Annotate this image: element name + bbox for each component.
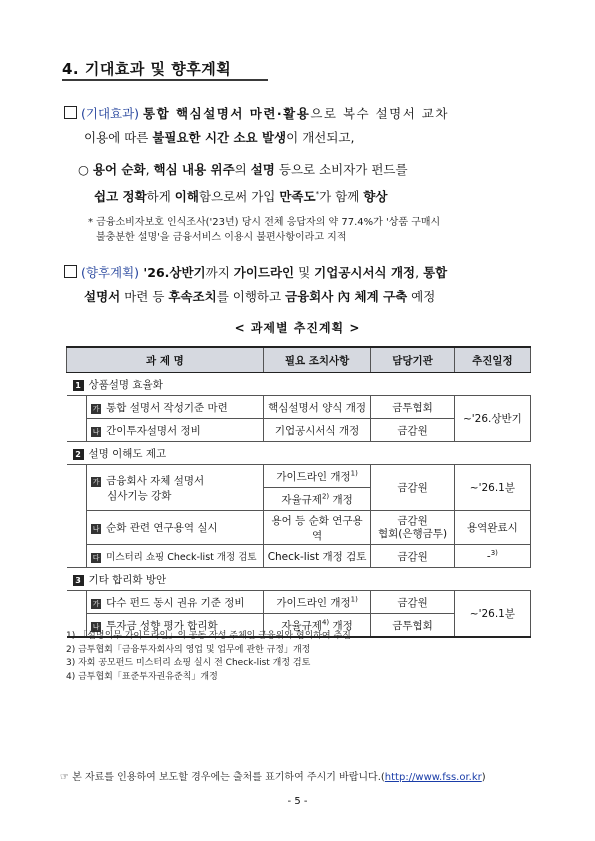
footnote-mark: 1)	[350, 469, 358, 477]
org-cell: 협회(은행금투)	[378, 527, 448, 540]
text-bold: 용어 순화	[92, 162, 146, 177]
text: 의	[234, 162, 251, 177]
citation-text: )	[481, 772, 486, 783]
text-bold: 핵심 내용 위주	[153, 162, 235, 177]
table-row	[67, 511, 531, 545]
item-marker-icon: 다	[92, 554, 100, 562]
page-number: - 5 -	[287, 796, 308, 807]
text-bold: 기업공시서식 개정	[314, 265, 416, 280]
footnote: 2) 금투협회「금융투자회사의 영업 및 업무에 관한 규정」개정	[66, 644, 311, 655]
text-bold: 통합 핵심설명서 마련·활용	[143, 106, 311, 121]
action-cell: 자율규제	[281, 619, 322, 632]
col-header: 필요 조치사항	[263, 347, 370, 373]
section-row	[67, 568, 531, 591]
org-cell: 금감원	[371, 591, 454, 614]
text-bold: 설명	[250, 162, 275, 177]
item-label: 투자금 성향 평가 합리화	[106, 619, 218, 632]
item-marker-icon: 가	[92, 477, 100, 486]
action-cell: 용어 등 순화 연구용역	[263, 511, 370, 545]
item-label: 금융회사 자체 설명서	[106, 474, 205, 487]
footnote-mark: 2)	[321, 492, 330, 500]
footnote-mark: 1)	[350, 595, 358, 603]
item-marker-icon: 가	[92, 404, 100, 413]
note-line: 불충분한 설명'을 금융서비스 이용시 불편사항이라고 지적	[96, 232, 347, 243]
schedule-cell: 용역완료시	[454, 511, 530, 545]
text: 함으로써 가입	[198, 189, 280, 205]
org-cell: 금감원	[371, 419, 454, 442]
text: 이용에 따른	[84, 130, 153, 145]
note-line: * 금융소비자보호 인식조사('23년) 당시 전체 응답자의 약 77.4%가 '상품 구매시	[88, 217, 441, 228]
tag-future-plans: (향후계획)	[81, 265, 140, 280]
text: 으로 복수 설명서 교차	[310, 106, 449, 121]
text-bold: 향상	[363, 189, 388, 205]
item-label: 다수 펀드 동시 권유 기준 정비	[106, 596, 245, 609]
table-row	[67, 465, 531, 488]
table-row	[67, 545, 531, 568]
checkbox-square-icon	[64, 106, 77, 119]
col-header: 추진일정	[454, 347, 530, 373]
action-cell: 개정	[329, 619, 353, 632]
org-cell: 금투협회	[371, 396, 454, 419]
fss-website-link[interactable]: http://www.fss.or.kr	[384, 772, 482, 783]
schedule-cell: ~'26.1분	[454, 465, 530, 511]
footnotes	[66, 630, 351, 684]
action-cell: Check-list 개정 검토	[263, 545, 370, 568]
section-row	[67, 442, 531, 465]
item-label: 통합 설명서 작성기준 마련	[106, 401, 228, 414]
org-cell: 금투협회	[371, 614, 454, 638]
action-cell: 핵심설명서 양식 개정	[263, 396, 370, 419]
text: ,	[415, 265, 424, 280]
text-bold: 이해	[174, 189, 199, 205]
text: 하게	[146, 189, 175, 205]
section-number-icon: 3	[73, 575, 84, 586]
section-row	[67, 373, 531, 396]
plan-table	[66, 346, 531, 638]
table-row	[67, 591, 531, 614]
item-label: 미스터리 쇼핑 Check-list 개정 검토	[106, 552, 257, 563]
text: 예정	[407, 289, 436, 304]
citation-text: 본 자료를 인용하여 보도할 경우에는 출처를 표기하여 주시기 바랍니다.(	[68, 772, 385, 783]
section-label: 기타 합리화 방안	[88, 573, 167, 586]
item-label: 간이투자설명서 정비	[106, 424, 201, 437]
text-bold: 쉽고 정확	[94, 189, 147, 205]
footnote: 4) 금투협회「표준투자권유준칙」개정	[66, 671, 218, 682]
action-cell: 자율규제	[281, 493, 322, 506]
action-cell: 가이드라인 개정	[276, 596, 351, 609]
table-row	[67, 396, 531, 419]
text-bold: 불필요한 시간 소요 발생	[152, 130, 287, 145]
item-label: 심사기능 강화	[107, 489, 172, 502]
footnote: 1) 「설명의무 가이드라인」의 공동 작성 주체인 금융위와 협의하여 추진	[66, 631, 351, 641]
item-marker-icon: 나	[92, 622, 100, 631]
footnote-mark: *	[315, 190, 320, 198]
text: 등으로 소비자가 펀드를	[274, 162, 408, 177]
footnote: 3) 자회 공모펀드 미스터리 쇼핑 실시 전 Check-list 개정 검토	[66, 658, 311, 668]
action-cell: 개정	[329, 493, 353, 506]
text-bold: '26.상반기	[139, 265, 206, 280]
paragraph-future-plans	[64, 261, 539, 309]
org-cell: 금감원	[371, 545, 454, 568]
text-bold: 만족도	[279, 189, 316, 205]
section-label: 상품설명 효율화	[88, 378, 163, 391]
footnote-mark: 3)	[490, 549, 498, 558]
text-bold: 금융회사 內 체계 구축	[285, 289, 408, 304]
bullet-icon: ○	[78, 162, 89, 177]
text: 를 이행하고	[216, 289, 286, 304]
action-cell: 기업공시서식 개정	[263, 419, 370, 442]
action-cell: 가이드라인 개정	[276, 470, 351, 483]
table-title: < 과제별 추진계획 >	[234, 321, 361, 335]
text: 마련 등	[120, 289, 169, 304]
text: 까지	[205, 265, 234, 280]
footnote-mark: 4)	[321, 618, 330, 626]
text: 및	[294, 265, 315, 280]
section-number-icon: 2	[73, 449, 84, 460]
col-header: 과 제 명	[67, 347, 264, 373]
item-marker-icon: 가	[92, 599, 100, 608]
schedule-cell: ~'26.1분	[454, 591, 530, 638]
org-cell: 금감원	[371, 465, 454, 511]
heading-underline	[62, 79, 268, 81]
schedule-cell: -	[486, 550, 491, 563]
text: ,	[145, 162, 154, 177]
text-bold: 설명서	[84, 289, 121, 304]
survey-note	[88, 215, 538, 245]
section-number-icon: 1	[73, 380, 84, 391]
section-label: 설명 이해도 제고	[88, 447, 167, 460]
text-bold: 가이드라인	[233, 265, 295, 280]
tag-expected-effects: (기대효과)	[81, 106, 140, 121]
col-header: 담당기관	[371, 347, 454, 373]
pointing-hand-icon: ☞	[60, 772, 69, 783]
table-header-row	[67, 347, 531, 373]
section-heading: 4. 기대효과 및 향후계획	[62, 60, 232, 78]
paragraph-bullet	[78, 158, 538, 209]
org-cell: 금감원	[397, 514, 428, 527]
item-label: 순화 관련 연구용역 실시	[106, 522, 218, 534]
text: 가 함께	[319, 189, 364, 205]
text-bold: 통합	[423, 265, 448, 280]
paragraph-expected-effects	[64, 102, 534, 150]
text-bold: 후속조치	[168, 289, 217, 304]
text: 이 개선되고,	[286, 130, 355, 145]
citation-note	[60, 768, 486, 783]
checkbox-square-icon	[64, 265, 77, 278]
schedule-cell: ~'26.상반기	[454, 396, 530, 442]
item-marker-icon: 나	[92, 427, 100, 436]
item-marker-icon: 나	[92, 525, 100, 533]
